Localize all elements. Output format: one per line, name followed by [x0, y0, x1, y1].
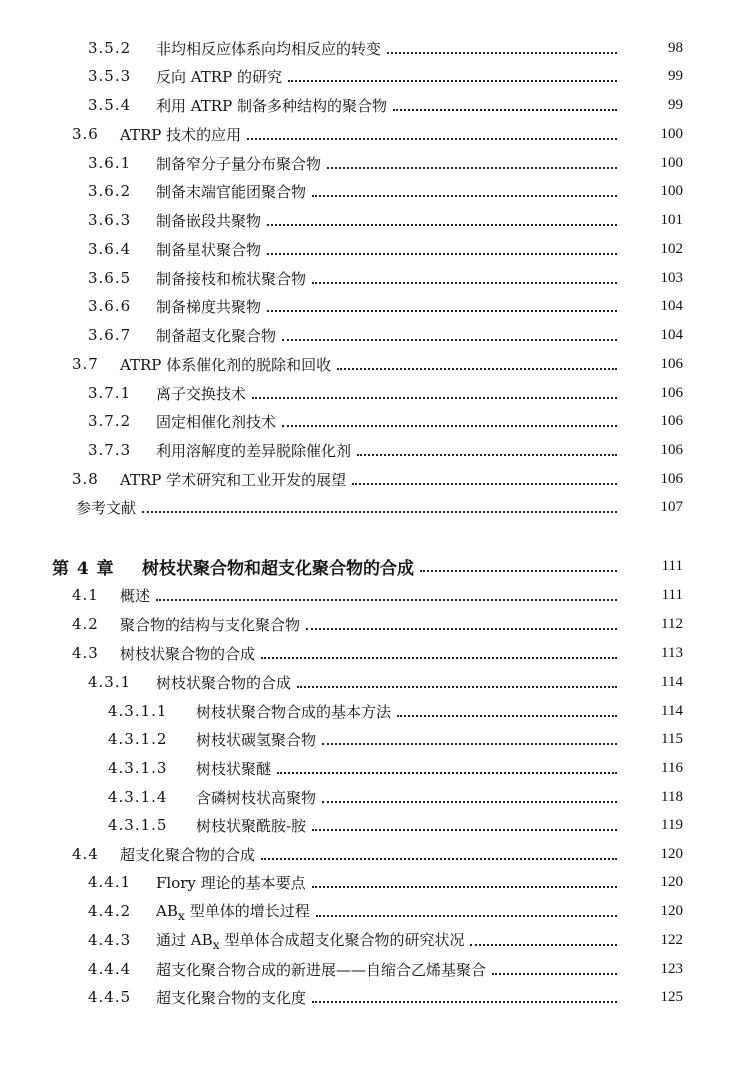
dot-leader	[316, 915, 617, 917]
toc-entry	[0, 466, 749, 492]
page-number: 115	[661, 730, 683, 747]
toc-entry	[0, 784, 749, 810]
dot-leader	[322, 743, 617, 745]
section-number: 3.5.2	[88, 39, 132, 57]
toc-entry	[0, 63, 749, 89]
section-title: 超支化聚合物合成的新进展——自缩合乙烯基聚合	[156, 960, 487, 979]
section-title: 利用 ATRP 制备多种结构的聚合物	[156, 96, 387, 115]
toc-entry	[0, 755, 749, 781]
page-number: 104	[660, 326, 683, 343]
dot-leader	[357, 454, 617, 456]
page-number: 123	[660, 960, 683, 977]
page-number: 98	[668, 39, 683, 56]
section-title: 制备末端官能团聚合物	[156, 182, 307, 201]
dot-leader	[252, 397, 617, 399]
section-number: 4.3.1.5	[108, 816, 168, 834]
page-number: 100	[660, 125, 683, 142]
toc-entry	[0, 207, 749, 233]
toc-entry	[0, 956, 749, 982]
dot-leader	[261, 858, 617, 860]
section-number: 3.5.4	[88, 96, 132, 114]
dot-leader	[397, 715, 617, 717]
section-number: 4.3.1.4	[108, 788, 168, 806]
dot-leader	[312, 195, 617, 197]
toc-entry	[0, 236, 749, 262]
toc-entry	[0, 437, 749, 463]
toc-entry	[0, 841, 749, 867]
toc-entry	[0, 898, 749, 924]
toc-entry	[0, 812, 749, 838]
section-number: 4.4.2	[88, 902, 132, 920]
dot-leader	[282, 339, 617, 341]
dot-leader	[312, 1001, 617, 1003]
dot-leader	[420, 570, 617, 572]
section-number: 3.6.2	[88, 182, 132, 200]
dot-leader	[267, 224, 617, 226]
page-number: 120	[660, 902, 683, 919]
section-title: 树枝状碳氢聚合物	[196, 730, 317, 749]
section-title: $AB_x$ 型单体的增长过程	[156, 901, 310, 923]
section-number: 3.6.4	[88, 240, 132, 258]
section-number: 4.3.1.2	[108, 730, 168, 748]
section-title: 制备星状聚合物	[156, 240, 262, 259]
toc-entry	[0, 494, 749, 520]
section-number: 4.3.1.1	[108, 702, 168, 720]
page-number: 107	[660, 498, 683, 515]
section-title: 反向 ATRP 的研究	[156, 67, 282, 86]
section-title: Flory 理论的基本要点	[156, 873, 306, 892]
page-number: 101	[660, 211, 683, 228]
dot-leader	[247, 138, 617, 140]
dot-leader	[297, 686, 617, 688]
section-title: 树枝状聚合物合成的基本方法	[196, 702, 392, 721]
page-number: 111	[661, 586, 683, 603]
section-title: 树枝状聚醚	[196, 759, 272, 778]
page-number: 100	[660, 182, 683, 199]
section-number: 4.4.5	[88, 988, 132, 1006]
page-number: 106	[660, 384, 683, 401]
toc-entry	[0, 408, 749, 434]
dot-leader	[277, 772, 617, 774]
section-number: 3.7.3	[88, 441, 132, 459]
section-number: 3.7	[72, 355, 99, 373]
page-number: 114	[661, 702, 683, 719]
toc-entry	[0, 293, 749, 319]
page-number: 99	[668, 67, 683, 84]
section-title: 含磷树枝状高聚物	[196, 788, 317, 807]
section-number: 4.4.3	[88, 931, 132, 949]
dot-leader	[267, 310, 617, 312]
section-title: 制备窄分子量分布聚合物	[156, 154, 322, 173]
section-title: 制备接枝和梳状聚合物	[156, 269, 307, 288]
dot-leader	[492, 973, 617, 975]
dot-leader	[470, 944, 617, 946]
section-title: 离子交换技术	[156, 384, 247, 403]
page-number: 106	[660, 470, 683, 487]
section-title: 树枝状聚合物和超支化聚合物的合成	[142, 558, 414, 579]
toc-entry	[0, 351, 749, 377]
section-number: 3.6	[72, 125, 99, 143]
dot-leader	[288, 80, 617, 82]
page-number: 112	[661, 615, 683, 632]
page-number: 116	[661, 759, 683, 776]
page-number: 113	[661, 644, 683, 661]
section-number: 3.5.3	[88, 67, 132, 85]
section-number: 3.6.6	[88, 297, 132, 315]
section-title: 树枝状聚酰胺-胺	[196, 816, 307, 835]
section-number: 4.3.1.3	[108, 759, 168, 777]
toc-entry	[0, 927, 749, 953]
page-number: 103	[660, 269, 683, 286]
section-title: 利用溶解度的差异脱除催化剂	[156, 441, 352, 460]
toc-entry	[0, 265, 749, 291]
page-number: 122	[660, 931, 683, 948]
dot-leader	[267, 253, 617, 255]
section-title: 聚合物的结构与支化聚合物	[120, 615, 301, 634]
page-number: 111	[661, 557, 683, 574]
section-number: 3.7.1	[88, 384, 132, 402]
toc-entry	[0, 984, 749, 1010]
section-number: 第 4 章	[52, 558, 115, 579]
section-title: ATRP 体系催化剂的脱除和回收	[120, 355, 332, 374]
toc-entry	[0, 150, 749, 176]
section-title: 制备梯度共聚物	[156, 297, 262, 316]
page-number: 99	[668, 96, 683, 113]
toc-entry	[0, 726, 749, 752]
section-title: 概述	[120, 586, 151, 605]
section-title: 制备超支化聚合物	[156, 326, 277, 345]
section-number: 4.4.1	[88, 873, 132, 891]
dot-leader	[327, 167, 617, 169]
page-number: 125	[660, 988, 683, 1005]
page-number: 120	[660, 873, 683, 890]
section-number: 3.6.5	[88, 269, 132, 287]
section-number: 3.6.7	[88, 326, 132, 344]
page-number: 102	[660, 240, 683, 257]
dot-leader	[337, 368, 617, 370]
section-number: 3.8	[72, 470, 99, 488]
toc-entry	[0, 640, 749, 666]
chapter-heading	[0, 553, 749, 579]
section-title: 超支化聚合物的合成	[120, 845, 256, 864]
dot-leader	[393, 109, 617, 111]
section-number: 4.1	[72, 586, 99, 604]
dot-leader	[312, 886, 617, 888]
page-number: 114	[661, 673, 683, 690]
page-number: 100	[660, 154, 683, 171]
toc-entry	[0, 698, 749, 724]
toc-entry	[0, 121, 749, 147]
section-title: ATRP 学术研究和工业开发的展望	[120, 470, 347, 489]
section-number: 4.4	[72, 845, 99, 863]
section-title: 通过 $AB_x$ 型单体合成超支化聚合物的研究状况	[156, 930, 465, 952]
toc-entry	[0, 380, 749, 406]
section-title: 非均相反应体系向均相反应的转变	[156, 39, 382, 58]
page-number: 106	[660, 412, 683, 429]
section-title: 树枝状聚合物的合成	[120, 644, 256, 663]
section-title: 参考文献	[76, 498, 137, 517]
section-title: 超支化聚合物的支化度	[156, 988, 307, 1007]
dot-leader	[306, 628, 617, 630]
section-number: 4.2	[72, 615, 99, 633]
section-title: 树枝状聚合物的合成	[156, 673, 292, 692]
section-number: 4.3.1	[88, 673, 132, 691]
toc-entry	[0, 92, 749, 118]
toc-entry	[0, 35, 749, 61]
toc-entry	[0, 582, 749, 608]
toc-entry	[0, 869, 749, 895]
dot-leader	[312, 282, 617, 284]
dot-leader	[156, 599, 617, 601]
dot-leader	[352, 483, 617, 485]
section-title: 固定相催化剂技术	[156, 412, 277, 431]
dot-leader	[312, 829, 617, 831]
page-number: 104	[660, 297, 683, 314]
page-number: 120	[660, 845, 683, 862]
section-number: 4.4.4	[88, 960, 132, 978]
dot-leader	[282, 425, 617, 427]
section-title: ATRP 技术的应用	[120, 125, 242, 144]
toc-entry	[0, 611, 749, 637]
section-number: 3.6.3	[88, 211, 132, 229]
section-title: 制备嵌段共聚物	[156, 211, 262, 230]
dot-leader	[261, 657, 617, 659]
dot-leader	[387, 52, 617, 54]
dot-leader	[142, 511, 617, 513]
toc-entry	[0, 669, 749, 695]
toc-entry	[0, 322, 749, 348]
section-number: 3.7.2	[88, 412, 132, 430]
page-number: 118	[661, 788, 683, 805]
page-number: 106	[660, 355, 683, 372]
page-number: 106	[660, 441, 683, 458]
page-number: 119	[661, 816, 683, 833]
dot-leader	[322, 801, 617, 803]
toc-entry	[0, 178, 749, 204]
section-number: 3.6.1	[88, 154, 132, 172]
section-number: 4.3	[72, 644, 99, 662]
